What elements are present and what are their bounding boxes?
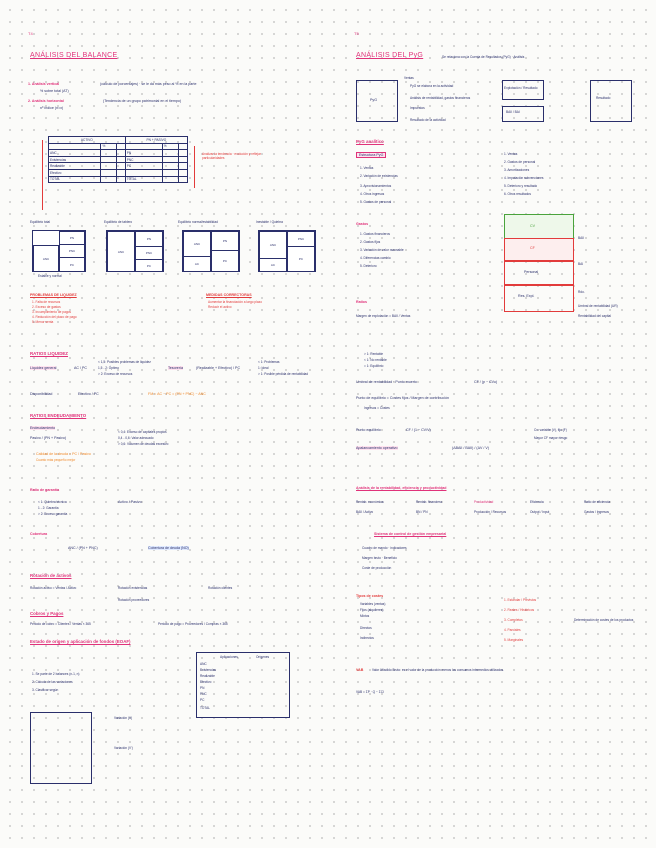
liquidity-problem-item: 2. Exceso de gastos [32,305,61,309]
coverage-formula: ANC / (PN + PNC) [68,546,98,550]
guarantee-note: 1 - 2: Garantía [38,506,59,510]
guarantee-formula: Activo / Pasivo [118,500,142,504]
cell [101,176,117,183]
right-page [334,0,650,848]
pyg-item: 5. Gastos de personal [360,200,392,204]
payment-period-line: Periodo de pago = Proveedores / Compras × 365 [158,622,228,626]
liquidity-ratio-label: Liquidez general [30,366,57,370]
pyg-item-right: 4. Imputación subvenciones [504,176,544,180]
debt-ratio-note: > 0,6: Volumen de deudas excesivo [118,442,169,446]
collection-period-line: Periodo de cobro = Clientes / Ventas × 365 [30,622,91,626]
analysis-horizontal-sub: nº índice (n=x) [40,106,64,110]
cost-class: 4. Parciales [504,628,521,632]
eq-block-pc: PC [287,246,315,272]
table-row [49,143,188,150]
eq-diagram-4 [258,230,316,272]
cell [117,150,125,157]
eq-block-pnc: PNC [287,231,315,247]
cell [179,163,188,170]
cell [125,143,162,150]
break-even-line: Umbral de rentabilidad · Punto muerto [356,380,417,384]
rotation-item: Rotación clientes [208,586,233,590]
eq-block-pnc: PNC [135,246,163,260]
control-title: Sistema de control de gestión empresarial [374,532,447,536]
corrective-measures-title: MEDIDAS CORRECTORAS [206,293,252,297]
sales-line: Ventas [404,76,414,80]
margin-note: < 1: No rentable [364,358,387,362]
cell: % [162,143,179,150]
corrective-measure-item: Reducir el activo [208,305,232,309]
cv-side-label: BAII [578,236,585,240]
cell [179,169,188,176]
cell [117,176,125,183]
control-line: Coste de producción [362,566,392,570]
rotation-item: Rotación proveedores [118,598,150,602]
eoaf-row: ANC [200,662,207,666]
eq-block-ac: AC [183,256,211,272]
pyg-analytic-title: PyG analítico [356,139,384,144]
eoaf-col-orig: Orígenes [256,655,270,659]
cell: ANC [49,150,101,157]
availability-ratio-label: Disponibilidad [30,392,53,396]
debt-ratio-note: 0,4 - 0,6: Valor adecuado [118,436,154,440]
cost-class: 2. Reales / Históricos [504,608,535,612]
result-block [504,284,574,312]
eoaf-row: Existencias [200,668,217,672]
personal-block [504,260,574,286]
ratios-liquidity-title: RATIOS LIQUIDEZ [30,351,68,356]
cell [117,143,125,150]
cell [125,169,162,176]
eq-label-2: Equilibrio de tablero [104,220,133,224]
cost-class: 1. Estándar / Previstos [504,598,537,602]
profitability-formula: BN / PN [416,510,428,514]
rotation-item: Rotación activo = Ventas / Activo [30,586,77,590]
corrective-measure-item: Aumentar la financiación a largo plazo [208,300,263,304]
balance-table [48,136,188,183]
cell: PN [125,150,162,157]
side-box-label: BAII / BAI [506,110,520,114]
cell: Existencias [49,156,101,163]
eq-diagram-1 [32,230,86,272]
table-header-pasivo: PN + PASIVO [125,137,187,144]
cell [179,156,188,163]
cv-label: CV [530,224,535,228]
eoaf-sketch [30,712,92,784]
cell [49,143,101,150]
ratios-title: Ratios [356,300,367,304]
eq-block-pc: PC [135,259,163,272]
leverage-note: Mayor CF mayor riesgo [534,436,568,440]
profitability-formula: BAII / Activo [356,510,374,514]
pyg-structure-label: Estructura PyG [356,152,386,158]
side-box-label: Explotación / Resultado [504,86,538,90]
cv-note: Umbral de rentabilidad (UR) [578,304,618,308]
eoaf-variation: Variación (V') [114,746,133,750]
guarantee-note: < 1: Quiebra técnica [38,500,67,504]
eq-block-pnc: PNC [59,244,85,258]
dead-point-formula: CF / (1 − CV/V) [406,428,431,432]
vab-title: VAB [356,668,364,672]
profitability-formula: Producción / Recursos [474,510,507,514]
eoaf-row: Efectivo [200,680,212,684]
sales-line: Impuestos [410,106,425,110]
cell [101,163,117,170]
eq-block-anc: ANC [33,245,59,272]
cell: Efectivo [49,169,101,176]
cell [162,150,179,157]
profitability-title: Análisis de la rentabilidad, eficiencia y productividad [356,486,447,490]
liquidity-ratio-note: 1,5 - 2: Óptimo [98,366,120,370]
sales-line: Resultado de la actividad [410,118,446,122]
cell: PNC [125,156,162,163]
cell: Realizable [49,163,101,170]
pyg-sketch-label: PyG [370,98,377,102]
eoaf-variation: Variación (V) [114,716,133,720]
eoaf-row: TOTAL [200,706,210,710]
eq-block-pc: PC [59,257,85,272]
eoaf-row: PN [200,686,205,690]
eoaf-col-app: Aplicaciones [220,655,238,659]
liquidity-problems-title: PROBLEMAS DE LIQUIDEZ [30,293,77,297]
table-header-row [49,137,188,144]
profitability-col: Eficiencia [530,500,544,504]
coverage-title: Cobertura [30,532,48,536]
leverage-title: Apalancamiento operativo [356,446,398,450]
page-title: ANÁLISIS DEL BALANCE [30,52,118,59]
eq-block-anc: ANC [183,231,211,257]
ratios-debt-title: RATIOS ENDEUDAMIENTO [30,413,87,418]
cell [162,169,179,176]
cf-label: CF [530,246,535,250]
eq-block-anc: ANC [259,231,287,259]
vab-formula: VAB = ΣP · Q − ΣCI [356,690,384,694]
cost-class: 3. Completos [504,618,523,622]
cv-note: Rentabilidad del capital [578,314,611,318]
analysis-vertical-heading: 1. Análisis vertical [28,82,60,86]
pyg-item-right: 3. Amortizaciones [504,168,530,172]
guarantee-title: Ratio de garantía [30,488,60,492]
table-bracket-right [194,146,195,188]
cell [117,169,125,176]
liquidity-problem-item: 1. Falta de recursos [32,300,61,304]
cell [101,150,117,157]
eq-diagram-3 [182,230,240,272]
table-row [49,150,188,157]
cell: TOTAL [125,176,162,183]
pyg-item: 4. Otros ingresos [360,192,385,196]
cell [162,176,179,183]
rotation-title: Rotación de activos [30,573,72,578]
cost-type: Variables (ventas) [360,602,386,606]
eoaf-step: 2. Cálculo de las variaciones [32,680,73,684]
debt-quality-note: Cuanto más pequeño mejor [36,458,76,462]
eq-diagram-2 [106,230,164,272]
eq-footer: Estable y normal [38,274,62,278]
personal-label: Personal [524,270,539,274]
table-row [49,169,188,176]
profitability-col: Productividad [474,500,494,504]
cost-type: Directos [360,626,372,630]
cell [179,176,188,183]
treasury-ratio-note: 1: Ideal [258,366,269,370]
treasury-ratio-label: Tesorería [168,366,183,370]
eoaf-table [196,652,290,718]
pyg-item: 1. Ventas [360,166,374,170]
cost-type: Mixtos [360,614,370,618]
cell [162,163,179,170]
equilibrium-line: Punto de equilibrio = Costes fijos / Margen de contribución [356,396,449,400]
dead-point-label: Punto equilibrio [356,428,381,432]
liquidity-problem-item: 4. Reducción del plazo de pago [32,315,77,319]
table-row [49,156,188,163]
title-note: Se relaciona con la Cuenta de Resultados (PyG) · Análisis [442,55,525,59]
cv-side-label: BAI [578,262,584,266]
table-bracket-left [42,140,43,210]
eq-block-pn: PN [211,231,239,251]
cell [179,150,188,157]
eq-block-anc: ANC [107,231,135,272]
eoaf-title: Estado de origen y aplicación de fondos (EOAF) [30,639,131,644]
cell: TOTAL [49,176,101,183]
liquidity-ratio-formula: AC / PC [74,366,87,370]
control-line: Cuadro de mando · indicadores [362,546,407,550]
collections-title: Cobros y Pagos [30,611,64,616]
margin-line: Margen de explotación = BAII / Ventas [356,314,411,318]
leverage-formula: (ΔBAII / BAII) / (ΔV / V) [452,446,489,450]
liquidity-ratio-note: < 1,5: Posibles problemas de liquidez [98,360,151,364]
margin-note: > 1: Rentable [364,352,384,356]
liquidity-problem-item: 3. Incumplimiento de pagos [32,310,71,314]
pyg-item-right: 2. Gastos de personal [504,160,536,164]
cost-type: Fijos (alquileres) [360,608,384,612]
eq-label-4: Inestable / Quiebra [256,220,283,224]
tema-label: T5 [354,31,359,36]
debt-ratio-label: Endeudamiento [30,426,56,430]
expense-item: 5. Deterioro [360,264,377,268]
working-capital-formula: FM = AC − PC = (PN + PNC) − ANC [148,392,206,396]
cv-side-label: Rdo. [578,290,585,294]
coverage-debt-line: Cobertura de deuda (NO) [148,546,189,550]
pyg-item-right: 5. Deterioro y resultado [504,184,538,188]
debt-ratio-note: < 0,4: Exceso de capitales propios [118,430,167,434]
expense-item: 1. Gastos financieros [360,232,390,236]
profitability-col: Rentab. financiera [416,500,442,504]
cell [101,169,117,176]
eq-block-pn: PN [59,231,85,245]
control-line: Margen bruto · Beneficio [362,556,397,560]
table-row [49,163,188,170]
left-page [8,0,324,848]
cell [179,143,188,150]
cf-block [504,238,574,262]
cost-type: Indirectos [360,636,374,640]
rotation-item: Rotación existencias [118,586,148,590]
availability-ratio-formula: Efectivo / PC [78,392,99,396]
tema-label: T4 [28,31,33,36]
sales-line: Análisis de rentabilidad, gastos financieros [410,96,471,100]
eoaf-step: 1. Se parte de 2 balances (n-1, n) [32,672,80,676]
vab-text: Valor Añadido Bruto: es el valor de la producción menos los consumos intermedios utilizados. [372,668,504,672]
analysis-horizontal-heading: 2. Análisis horizontal [28,99,64,103]
cost-class: 5. Marginales [504,638,524,642]
pyg-sketch-box [356,80,398,122]
debt-ratio-formula: Pasivo / (PN + Pasivo) [30,436,67,440]
equilibrium-note: Ingresos = Costes [364,406,390,410]
eq-block-ac: AC [259,258,287,272]
profitability-formula: Gastos / Ingresos [584,510,609,514]
table-note: Analizar la tendencia · evolución y reflejar particularidades [202,152,261,161]
pyg-item: 3. Aprovisionamientos [360,184,392,188]
guarantee-note: > 2: Exceso garantía [38,512,68,516]
debt-quality-formula: Calidad de la deuda = PC / Pasivo [36,452,91,456]
side-box-label: Resultado [596,96,611,100]
side-box [590,80,632,122]
cell [117,163,125,170]
pyg-item: 2. Variación de existencias [360,174,398,178]
eoaf-row: PNC [200,692,207,696]
cell: PC [125,163,162,170]
table-row [49,176,188,183]
cell [117,156,125,163]
page-title: ANÁLISIS DEL PyG [356,52,424,59]
liquidity-problem-item: 5. Menor venta [32,320,54,324]
expense-item: 2. Gastos fijos [360,240,381,244]
eoaf-step: 3. Clasificar según [32,688,59,692]
eoaf-row: PC [200,698,205,702]
cost-types-title: Tipos de costes [356,594,384,598]
pyg-item-right: 6. Otros resultados [504,192,531,196]
eq-label-3: Equilibrio normal/estabilidad [178,220,218,224]
analysis-horizontal-desc: (Tendencia de un grupo patrimonial en el tiempo) [103,99,182,103]
expenses-title: Gastos [356,222,369,226]
analysis-vertical-desc: (cálculo de porcentajes) · se le da más peso al % en la parte [100,82,197,86]
expense-item: 3. Variación de valor razonable [360,248,404,252]
cost-class-note: Determinación de costes de los productos [574,618,634,622]
table-header-activo: ACTIVO [49,137,126,144]
sales-line: PyG se elabora en la actividad [410,84,454,88]
leverage-note: Cv: variable (V), fijo (F) [534,428,567,432]
expense-item: 4. Diferencias cambio [360,256,391,260]
cv-block [504,214,574,240]
eq-block-pc: PC [211,250,239,272]
treasury-ratio-formula: (Realizable + Efectivo) / PC [196,366,241,370]
profitability-formula: Output / Input [530,510,550,514]
margin-note: = 1: Equilibrio [364,364,384,368]
eq-block-pn: PN [135,231,163,247]
eq-label-1: Equilibrio total [30,220,51,224]
cell [101,156,117,163]
pyg-item-right: 1. Ventas [504,152,518,156]
analysis-vertical-sub: % sobre total (AT) [40,89,69,93]
profitability-col: Rentab. económica [356,500,384,504]
profitability-col: Ratio de eficiencia [584,500,611,504]
cell [162,156,179,163]
break-even-formula: CF / (p − CVu) [474,380,498,384]
treasury-ratio-note: < 1: Problemas [258,360,280,364]
treasury-ratio-note: > 1: Posible pérdida de rentabilidad [258,372,309,376]
liquidity-ratio-note: > 2: Exceso de recursos [98,372,133,376]
result-label: Res. Expl. [518,294,535,298]
cell: % [101,143,117,150]
eoaf-row: Realizable [200,674,215,678]
